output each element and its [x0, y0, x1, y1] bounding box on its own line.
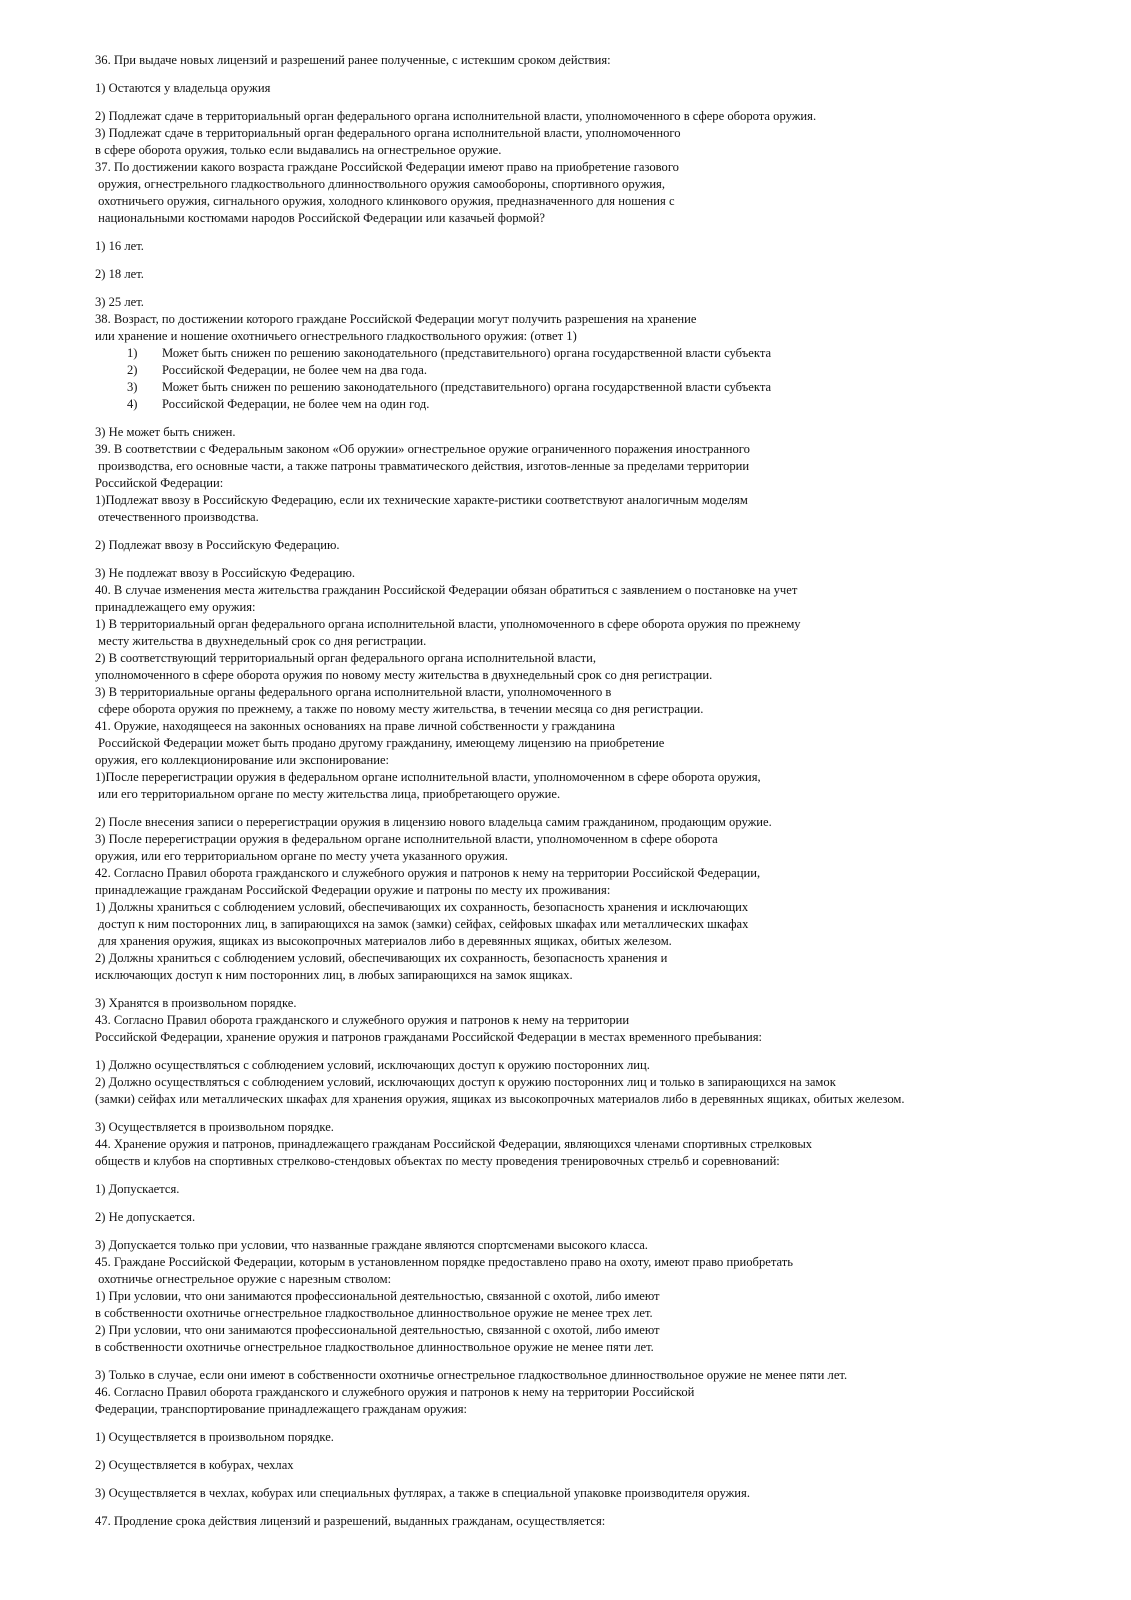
q39-question-cont: Российской Федерации: [95, 476, 224, 490]
q36-answer-3: 3) Подлежат сдаче в территориальный орган федерального органа исполнительной власти, уполномоченного [95, 126, 681, 140]
q42-answer-1-cont: для хранения оружия, ящиках из высокопрочных материалов либо в деревянных ящиках, обитых железом. [95, 934, 672, 948]
q40-answer-2: 2) В соответствующий территориальный орган федерального органа исполнительной власти, [95, 651, 597, 665]
q37-question-cont: охотничьего оружия, сигнального оружия, холодного клинкового оружия, предназначенного для ношения с [95, 194, 675, 208]
q40-answer-2-cont: уполномоченного в сфере оборота оружия по новому месту жительства в двухнедельный срок со дня регистрации. [95, 668, 713, 682]
q37-answer-3: 3) 25 лет. [95, 295, 144, 309]
q44-answer-2: 2) Не допускается. [95, 1210, 196, 1224]
q46-answer-3: 3) Осуществляется в чехлах, кобурах или специальных футлярах, а также в специальной упаковке производителя оружия. [95, 1486, 750, 1500]
q42-answer-2: 2) Должны храниться с соблюдением условий, обеспечивающих их сохранность, безопасность хранения и [95, 951, 668, 965]
q43-question-cont: Российской Федерации, хранение оружия и патронов гражданами Российской Федерации в местах временного пребывания: [95, 1030, 763, 1044]
q45-answer-2: 2) При условии, что они занимаются профессиональной деятельностью, связанной с охотой, либо имеют [95, 1323, 660, 1337]
q46-answer-1: 1) Осуществляется в произвольном порядке. [95, 1430, 334, 1444]
q42-answer-1: 1) Должны храниться с соблюдением условий, обеспечивающих их сохранность, безопасность хранения и исключающих [95, 900, 749, 914]
list-item-number: 3) [127, 380, 138, 394]
q36-answer-3-cont: в сфере оборота оружия, только если выдавались на огнестрельное оружие. [95, 143, 502, 157]
q41-question-cont: Российской Федерации может быть продано другому гражданину, имеющему лицензию на приобретение [95, 736, 665, 750]
q43-question: 43. Согласно Правил оборота гражданского и служебного оружия и патронов к нему на территории [95, 1013, 630, 1027]
q42-question-cont: принадлежащие гражданам Российской Федерации оружие и патроны по месту их проживания: [95, 883, 611, 897]
q44-answer-1: 1) Допускается. [95, 1182, 180, 1196]
q39-question-cont: производства, его основные части, а также патроны травматического действия, изготов-ленные за пределами территории [95, 459, 750, 473]
q38-answer-3: 3) Не может быть снижен. [95, 425, 236, 439]
q40-answer-1-cont: месту жительства в двухнедельный срок со дня регистрации. [95, 634, 427, 648]
q45-question: 45. Граждане Российской Федерации, которым в установленном порядке предоставлено право на охоту, имеют право приобретать [95, 1255, 794, 1269]
q41-question: 41. Оружие, находящееся на законных основаниях на праве личной собственности у гражданина [95, 719, 616, 733]
q39-answer-2: 2) Подлежат ввозу в Российскую Федерацию. [95, 538, 340, 552]
q44-answer-3: 3) Допускается только при условии, что названные граждане являются спортсменами высокого класса. [95, 1238, 648, 1252]
q37-question-cont: оружия, огнестрельного гладкоствольного длинноствольного оружия самообороны, спортивного оружия, [95, 177, 666, 191]
q39-answer-3: 3) Не подлежат ввозу в Российскую Федерацию. [95, 566, 356, 580]
q41-answer-1: 1)После перерегистрации оружия в федеральном органе исполнительной власти, уполномоченном в сфере оборота оружия, [95, 770, 761, 784]
q42-question: 42. Согласно Правил оборота гражданского и служебного оружия и патронов к нему на территории Российской Федерации, [95, 866, 761, 880]
q43-answer-3: 3) Осуществляется в произвольном порядке. [95, 1120, 334, 1134]
q43-answer-1: 1) Должно осуществляться с соблюдением условий, исключающих доступ к оружию посторонних лиц. [95, 1058, 650, 1072]
q41-answer-3-cont: оружия, или его территориальном органе по месту учета указанного оружия. [95, 849, 508, 863]
q45-question-cont: охотничье огнестрельное оружие с нарезным стволом: [95, 1272, 392, 1286]
q39-answer-1-cont: отечественного производства. [95, 510, 259, 524]
q41-answer-2: 2) После внесения записи о перерегистрации оружия в лицензию нового владельца самим гражданином, продающим оружие. [95, 815, 772, 829]
q40-question: 40. В случае изменения места жительства гражданин Российской Федерации обязан обратиться с заявлением о постановке на учет [95, 583, 798, 597]
q38-question: 38. Возраст, по достижении которого граждане Российской Федерации могут получить разрешения на хранение [95, 312, 697, 326]
q45-answer-2-cont: в собственности охотничье огнестрельное гладкоствольное длинноствольное оружие не менее пяти лет. [95, 1340, 654, 1354]
q43-answer-2: 2) Должно осуществляться с соблюдением условий, исключающих доступ к оружию посторонних лиц и только в запирающихся на замок [95, 1075, 836, 1089]
q45-answer-3: 3) Только в случае, если они имеют в собственности охотничье огнестрельное гладкоствольное длинноствольное оружие не менее пяти лет. [95, 1368, 848, 1382]
q37-answer-2: 2) 18 лет. [95, 267, 144, 281]
q39-question: 39. В соответствии с Федеральным законом «Об оружии» огнестрельное оружие ограниченного поражения иностранного [95, 442, 750, 456]
q36-question: 36. При выдаче новых лицензий и разрешений ранее полученные, с истекшим сроком действия: [95, 53, 611, 67]
q46-answer-2: 2) Осуществляется в кобурах, чехлах [95, 1458, 294, 1472]
q40-answer-3-cont: сфере оборота оружия по прежнему, а также по новому месту жительства, в течении месяца со дня регистрации. [95, 702, 704, 716]
q40-answer-3: 3) В территориальные органы федерального органа исполнительной власти, уполномоченного в [95, 685, 612, 699]
q37-question-cont: национальными костюмами народов Российской Федерации или казачьей формой? [95, 211, 545, 225]
q42-answer-2-cont: исключающих доступ к ним посторонних лиц, в любых запирающихся на замок ящиках. [95, 968, 573, 982]
list-item-text: Может быть снижен по решению законодательного (представительного) органа государственной власти субъекта [162, 380, 772, 394]
q47-question: 47. Продление срока действия лицензий и разрешений, выданных гражданам, осуществляется: [95, 1514, 606, 1528]
q46-question: 46. Согласно Правил оборота гражданского и служебного оружия и патронов к нему на территории Российской [95, 1385, 695, 1399]
q42-answer-3: 3) Хранятся в произвольном порядке. [95, 996, 297, 1010]
q45-answer-1-cont: в собственности охотничье огнестрельное гладкоствольное длинноствольное оружие не менее трех лет. [95, 1306, 653, 1320]
q44-question: 44. Хранение оружия и патронов, принадлежащего гражданам Российской Федерации, являющихся членами спортивных стрелковых [95, 1137, 813, 1151]
q40-question-cont: принадлежащего ему оружия: [95, 600, 256, 614]
q36-answer-2: 2) Подлежат сдаче в территориальный орган федерального органа исполнительной власти, уполномоченного в сфере оборота оружия. [95, 109, 817, 123]
q42-answer-1-cont: доступ к ним посторонних лиц, в запирающихся на замок (замки) сейфах, сейфовых шкафах или металлических шкафах [95, 917, 749, 931]
q36-answer-1: 1) Остаются у владельца оружия [95, 81, 271, 95]
q37-question: 37. По достижении какого возраста граждане Российской Федерации имеют право на приобретение газового [95, 160, 679, 174]
list-item-text: Российской Федерации, не более чем на один год. [162, 397, 430, 411]
q41-answer-3: 3) После перерегистрации оружия в федеральном органе исполнительной власти, уполномоченном в сфере оборота [95, 832, 718, 846]
q40-answer-1: 1) В территориальный орган федерального органа исполнительной власти, уполномоченного в сфере оборота оружия по прежнему [95, 617, 801, 631]
q41-question-cont: оружия, его коллекционирование или экспонирование: [95, 753, 390, 767]
q45-answer-1: 1) При условии, что они занимаются профессиональной деятельностью, связанной с охотой, либо имеют [95, 1289, 660, 1303]
q39-answer-1: 1)Подлежат ввозу в Российскую Федерацию, если их технические характе-ристики соответствуют аналогичным моделям [95, 493, 748, 507]
q43-answer-2-cont: (замки) сейфах или металлических шкафах для хранения оружия, ящиках из высокопрочных материалов либо в деревянных ящиках, обитых железом. [95, 1092, 905, 1106]
list-item-number: 4) [127, 397, 138, 411]
q44-question-cont: обществ и клубов на спортивных стрелково-стендовых объектах по месту проведения тренировочных стрельб и соревнований: [95, 1154, 780, 1168]
list-item-number: 1) [127, 346, 138, 360]
list-item-number: 2) [127, 363, 138, 377]
list-item-text: Может быть снижен по решению законодательного (представительного) органа государственной власти субъекта [162, 346, 772, 360]
list-item-text: Российской Федерации, не более чем на два года. [162, 363, 427, 377]
q38-question-cont: или хранение и ношение охотничьего огнестрельного гладкоствольного оружия: (ответ 1) [95, 329, 577, 343]
q46-question-cont: Федерации, транспортирование принадлежащего гражданам оружия: [95, 1402, 467, 1416]
q41-answer-1-cont: или его территориальном органе по месту жительства лица, приобретающего оружие. [95, 787, 561, 801]
q37-answer-1: 1) 16 лет. [95, 239, 144, 253]
